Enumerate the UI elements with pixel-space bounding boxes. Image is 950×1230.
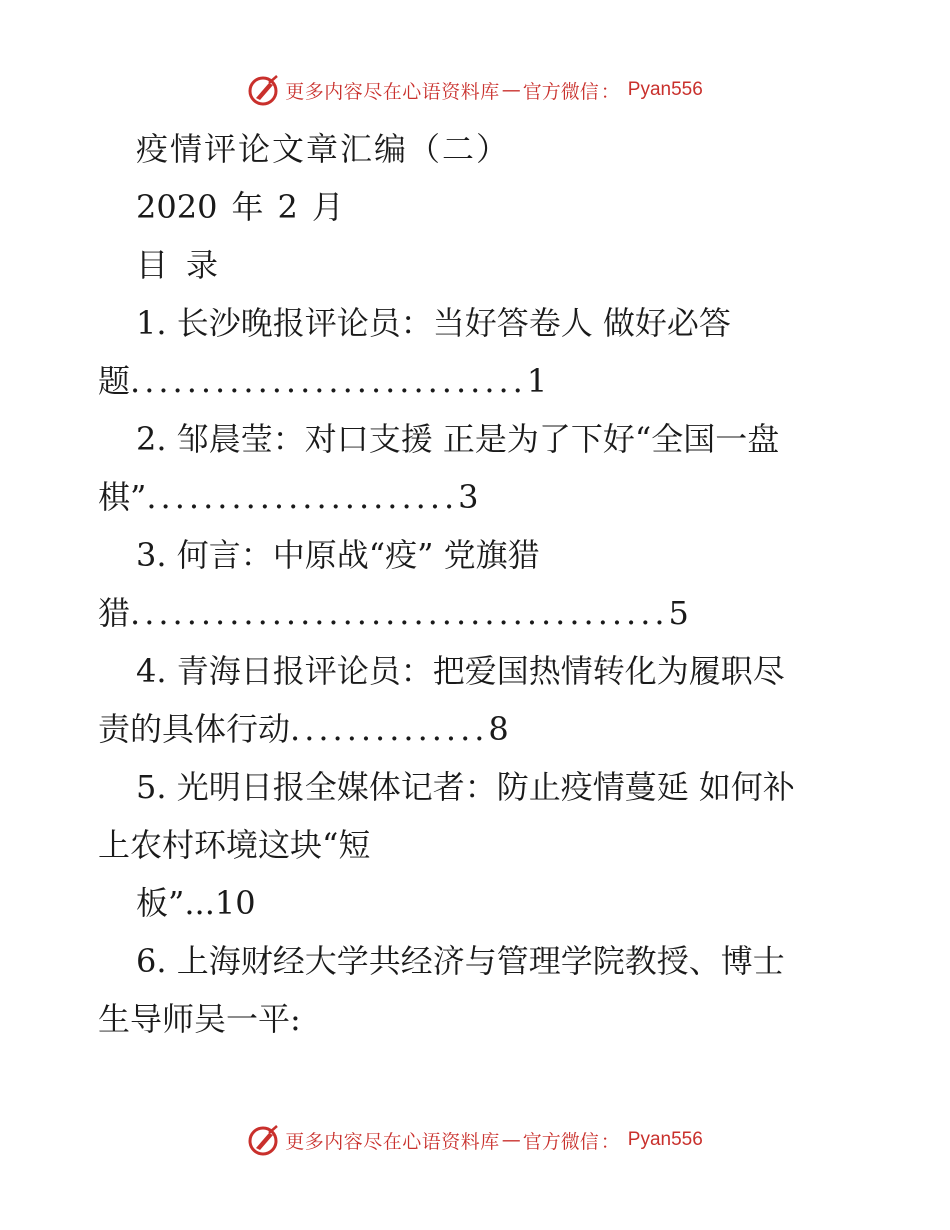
- toc-item-6-line1[interactable]: 6. 上海财经大学共经济与管理学院教授、博士: [136, 942, 785, 980]
- toc-heading: [98, 236, 858, 294]
- toc-item-1-line1[interactable]: 1. 长沙晚报评论员：当好答卷人 做好必答: [136, 304, 731, 342]
- document-date: [98, 178, 858, 236]
- banner-separator: ：: [600, 80, 620, 103]
- toc-item-5-line1[interactable]: 5. 光明日报全媒体记者：防止疫情蔓延 如何补: [136, 768, 795, 806]
- date-year: 2020: [136, 188, 218, 226]
- banner-text: 更多内容尽在心语资料库: [285, 80, 500, 103]
- document-title: 疫情评论文章汇编（二）: [136, 130, 511, 168]
- toc-item-4-line2[interactable]: [98, 700, 858, 758]
- quill-logo-icon: [247, 73, 281, 107]
- date-month: 2: [277, 188, 298, 226]
- toc-item-text: 猎: [98, 594, 131, 632]
- document-body: [98, 120, 858, 1048]
- banner-wechat-label: 官方微信: [522, 1130, 599, 1153]
- toc-item-text: 责的具体行动: [98, 710, 291, 748]
- toc-heading-char-1: 目: [136, 246, 169, 284]
- toc-item-2-line2[interactable]: [98, 468, 858, 526]
- toc-page-number: 5: [668, 594, 689, 632]
- toc-leader-dots: ...: [184, 884, 215, 922]
- banner-dash: —: [501, 1129, 521, 1151]
- banner-account: Pyan556: [627, 1129, 703, 1150]
- toc-item-text: 棋”: [98, 478, 147, 516]
- toc-item-5-line3[interactable]: [98, 874, 858, 932]
- banner-text: 更多内容尽在心语资料库: [285, 1130, 500, 1153]
- toc-item-5-line2[interactable]: 上农村环境这块“短: [98, 826, 371, 864]
- toc-heading-char-2: 录: [186, 246, 219, 284]
- footer-banner: [0, 1120, 950, 1160]
- toc-item-4-line1[interactable]: 4. 青海日报评论员：把爱国热情转化为履职尽: [136, 652, 785, 690]
- toc-item-3-line2[interactable]: [98, 584, 858, 642]
- date-year-unit: 年: [231, 188, 264, 226]
- toc-page-number: 1: [526, 362, 548, 400]
- toc-leader-dots: ............................: [130, 362, 527, 400]
- banner-account: Pyan556: [627, 79, 703, 100]
- toc-item-2-line1[interactable]: 2. 邹晨莹：对口支援 正是为了下好“全国一盘: [136, 420, 780, 458]
- toc-page-number: 3: [458, 478, 479, 516]
- toc-item-text: 题: [98, 362, 131, 400]
- toc-leader-dots: ..............: [290, 710, 489, 748]
- banner-separator: ：: [600, 1130, 620, 1153]
- toc-item-6-line2[interactable]: 生导师吴一平:: [98, 1000, 301, 1038]
- quill-logo-icon: [247, 1123, 281, 1157]
- banner-wechat-label: 官方微信: [522, 80, 599, 103]
- toc-page-number: 8: [488, 710, 509, 748]
- header-banner: [0, 70, 950, 110]
- toc-page-number: 10: [214, 884, 256, 922]
- toc-leader-dots: ......................: [146, 478, 459, 516]
- date-month-unit: 月: [311, 188, 344, 226]
- toc-item-3-line1[interactable]: 3. 何言：中原战“疫” 党旗猎: [136, 536, 540, 574]
- toc-item-text: 板”: [136, 884, 185, 922]
- banner-dash: —: [501, 79, 521, 101]
- toc-leader-dots: ......................................: [130, 594, 669, 632]
- toc-item-1-line2[interactable]: [98, 352, 858, 410]
